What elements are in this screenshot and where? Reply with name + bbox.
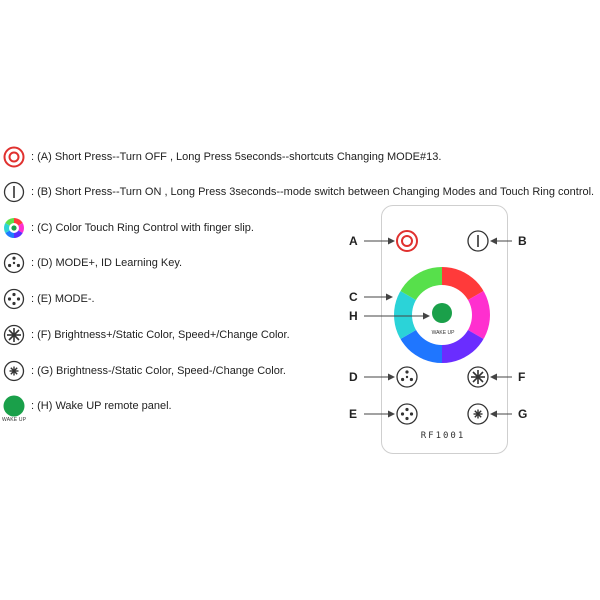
brand-label: RF1001 [420, 431, 466, 441]
label-f: F [518, 370, 526, 384]
mode-plus-button[interactable] [397, 367, 417, 387]
legend-text-c: : (C) Color Touch Ring Control with finger slip. [31, 222, 254, 234]
label-g: G [518, 407, 528, 421]
label-h: H [349, 309, 358, 323]
legend-text-b: : (B) Short Press--Turn ON , Long Press 3seconds--mode switch between Changing Modes and Touch Ring control. [31, 186, 595, 198]
label-b: B [518, 234, 527, 248]
label-d: D [349, 370, 358, 384]
label-c: C [349, 290, 358, 304]
brightness-minus-button[interactable] [468, 404, 488, 424]
legend-text-e: : (E) MODE-. [31, 293, 95, 305]
label-e: E [349, 407, 358, 421]
mode-minus-button[interactable] [397, 404, 417, 424]
legend-text-f: : (F) Brightness+/Static Color, Speed+/Change Color. [31, 329, 290, 341]
legend-text-a: : (A) Short Press--Turn OFF , Long Press 5seconds--shortcuts Changing MODE#13. [31, 151, 442, 163]
label-a: A [349, 234, 358, 248]
legend-text-d: : (D) MODE+, ID Learning Key. [31, 257, 183, 269]
off-button[interactable] [397, 231, 417, 251]
wake-up-label: WAKE UP [431, 330, 455, 336]
legend-text-h: : (H) Wake UP remote panel. [31, 400, 172, 412]
wake-up-caption: WAKE UP [2, 417, 27, 423]
wake-up-button[interactable] [432, 303, 452, 323]
legend-text-g: : (G) Brightness-/Static Color, Speed-/Change Color. [31, 365, 286, 377]
on-button[interactable] [468, 231, 488, 251]
brightness-plus-button[interactable] [468, 367, 488, 387]
